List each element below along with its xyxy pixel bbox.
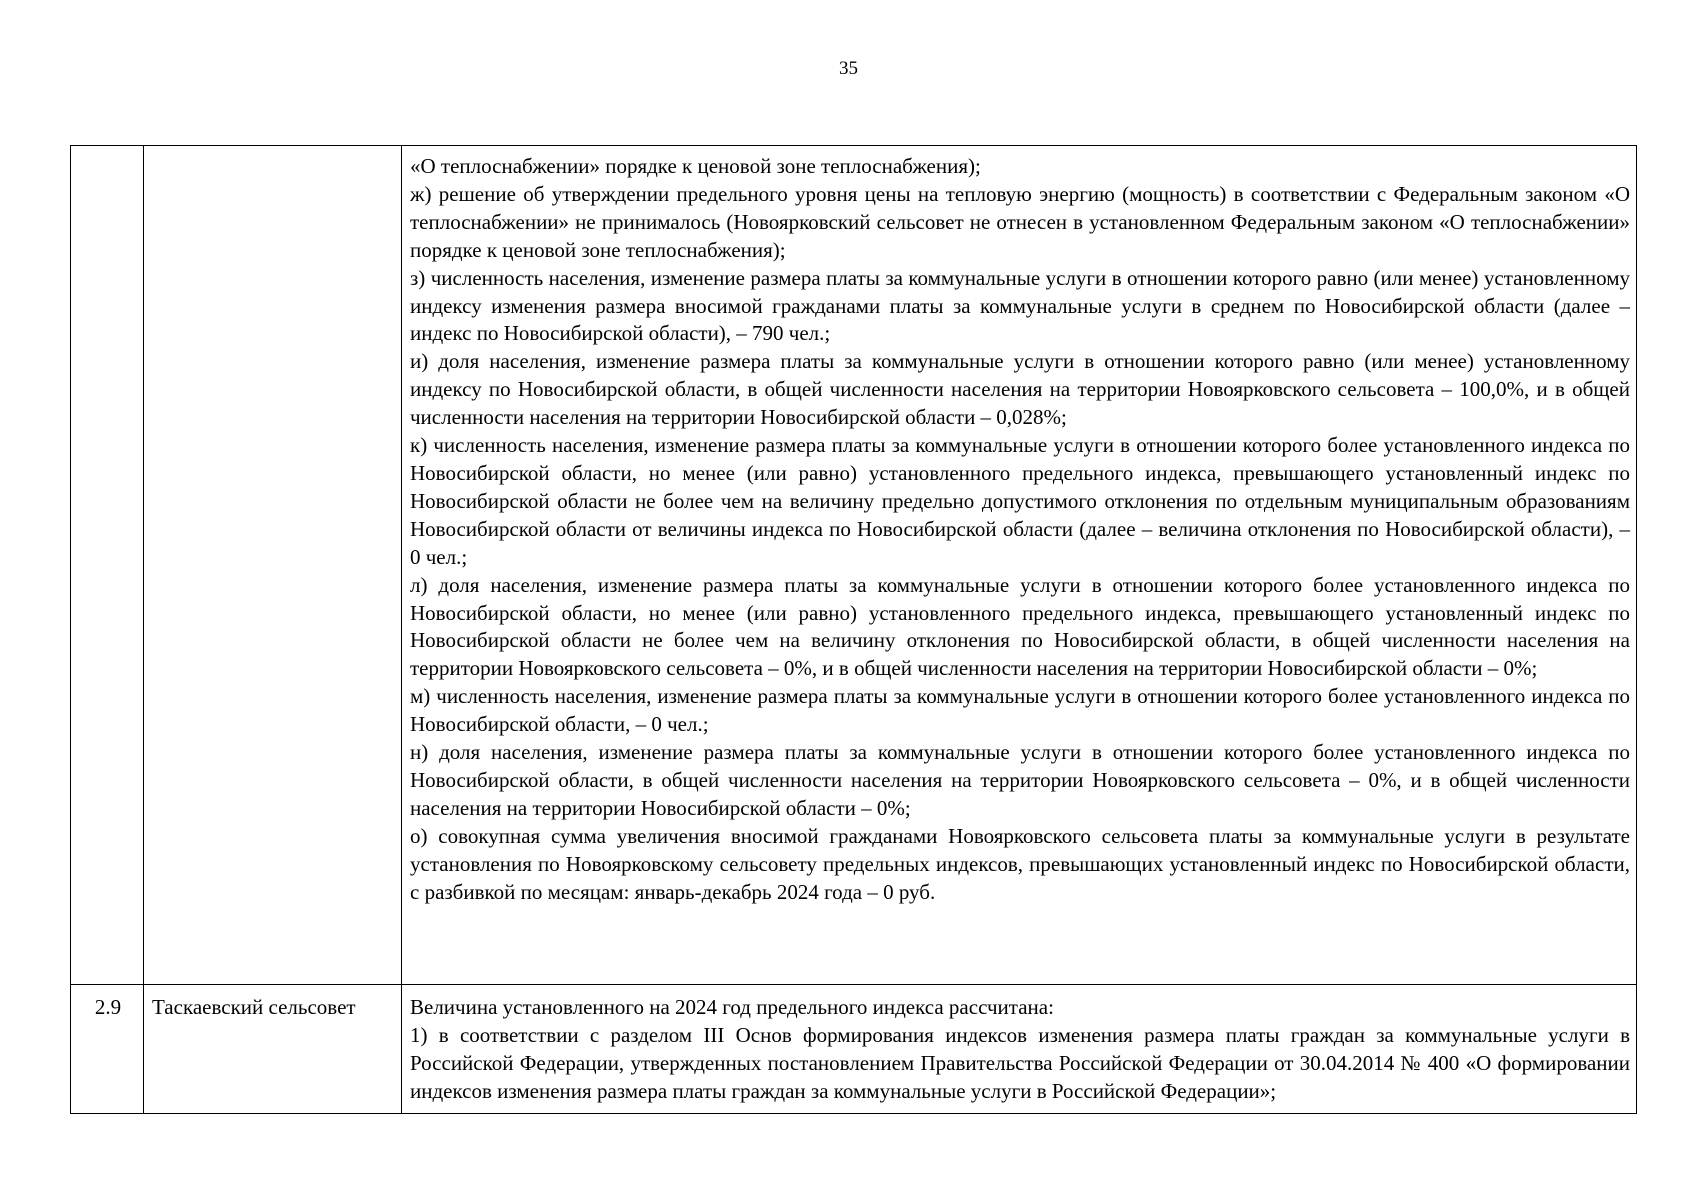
- paragraph: м) численность населения, изменение размера платы за коммунальные услуги в отношении которого более установленного индекса по Новосибирской области, – 0 чел.;: [410, 684, 1630, 737]
- paragraph: ж) решение об утверждении предельного уровня цены на тепловую энергию (мощность) в соответствии с Федеральным законом «О теплоснабжении» не принималось (Новоярковский сельсовет не отнесен в установленном Федеральным законом «О теплоснабжении» порядке к ценовой зоне теплоснабжения);: [410, 181, 1630, 262]
- table-row: [71, 146, 1637, 985]
- municipality-name-cell: [144, 146, 402, 985]
- row-number-cell: 2.9: [71, 985, 144, 1114]
- paragraph: и) доля населения, изменение размера платы за коммунальные услуги в отношении которого равно (или менее) установленному индексу по Новосибирской области, в общей численности населения на территории Новоярковского сельсовета – 100,0%, и в общей численности населения на территории Новосибирской области – 0,028%;: [410, 349, 1630, 430]
- paragraph: о) совокупная сумма увеличения вносимой гражданами Новоярковского сельсовета платы за коммунальные услуги в результате установления по Новоярковскому сельсовету предельных индексов, превышающих установленный индекс по Новосибирской области, с разбивкой по месяцам: январь-декабрь 2024 года – 0 руб.: [410, 823, 1630, 904]
- paragraph: л) доля населения, изменение размера платы за коммунальные услуги в отношении которого более установленного индекса по Новосибирской области, но менее (или равно) установленного предельного индекса, превышающего установленный индекс по Новосибирской области не более чем на величину отклонения по Новосибирской области, в общей численности населения на территории Новоярковского сельсовета – 0%, и в общей численности населения на территории Новосибирской области – 0%;: [410, 572, 1630, 681]
- row-number-cell: [71, 146, 144, 985]
- page-number: 35: [839, 58, 858, 79]
- description-cell: [402, 146, 1637, 985]
- paragraph: к) численность населения, изменение размера платы за коммунальные услуги в отношении которого более установленного индекса по Новосибирской области, но менее (или равно) установленного предельного индекса, превышающего установленный индекс по Новосибирской области не более чем на величину предельно допустимого отклонения по отдельным муниципальным образованиям Новосибирской области от величины индекса по Новосибирской области (далее – величина отклонения по Новосибирской области), – 0 чел.;: [410, 433, 1630, 569]
- paragraph: н) доля населения, изменение размера платы за коммунальные услуги в отношении которого более установленного индекса по Новосибирской области, в общей численности населения на территории Новоярковского сельсовета – 0%, и в общей численности населения на территории Новосибирской области – 0%;: [410, 740, 1630, 820]
- description-cell: [402, 985, 1637, 1114]
- table-row: [71, 985, 1637, 1114]
- paragraph: 1) в соответствии с разделом III Основ формирования индексов изменения размера платы граждан за коммунальные услуги в Российской Федерации, утвержденных постановлением Правительства Российской Федерации от 30.04.2014 № 400 «О формировании индексов изменения размера платы граждан за коммунальные услуги в Российской Федерации»;: [410, 1022, 1630, 1103]
- paragraph: «О теплоснабжении» порядке к ценовой зоне теплоснабжения);: [410, 154, 981, 178]
- paragraph: з) численность населения, изменение размера платы за коммунальные услуги в отношении которого равно (или менее) установленному индексу изменения размера вносимой гражданами платы за коммунальные услуги в среднем по Новосибирской области (далее – индекс по Новосибирской области), – 790 чел.;: [410, 265, 1630, 346]
- municipality-name-cell: Таскаевский сельсовет: [144, 985, 402, 1114]
- municipal-index-table: [70, 145, 1637, 1114]
- paragraph: Величина установленного на 2024 год предельного индекса рассчитана:: [410, 995, 1054, 1019]
